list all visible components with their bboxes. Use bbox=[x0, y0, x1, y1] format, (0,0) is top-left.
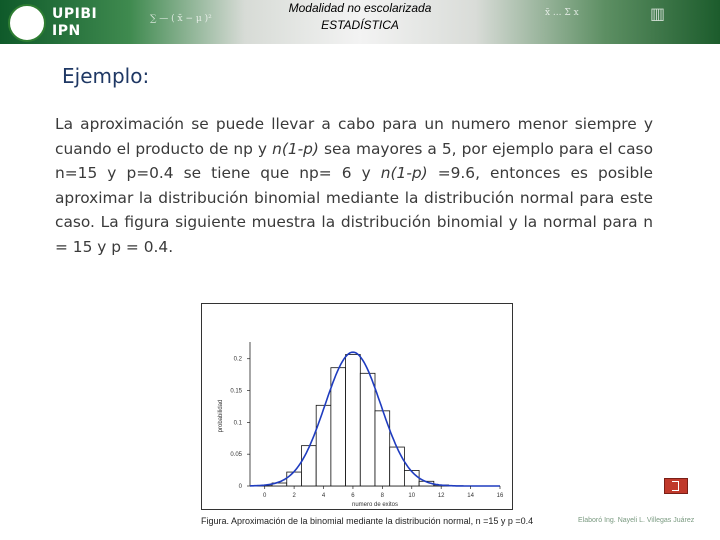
paragraph-formula: n(1-p) bbox=[272, 139, 319, 158]
paragraph-text: sea mayores a 5, por ejemplo para el caso n=15 y p=0.4 se tiene que np= 6 y bbox=[55, 139, 653, 182]
chart-figure bbox=[201, 303, 513, 510]
next-slide-button[interactable] bbox=[664, 478, 688, 494]
y-tick-label: 0.15 bbox=[230, 388, 242, 395]
x-tick-label: 10 bbox=[408, 493, 416, 499]
header-title: Modalidad no escolarizada bbox=[288, 1, 432, 15]
x-tick-label: 6 bbox=[351, 493, 355, 499]
bar bbox=[360, 373, 375, 486]
binomial-normal-chart bbox=[202, 304, 512, 509]
x-tick-label: 14 bbox=[467, 493, 474, 499]
bar bbox=[331, 368, 346, 486]
logo-line1: UPIBI bbox=[52, 6, 98, 22]
x-tick-label: 4 bbox=[321, 493, 326, 499]
slide-paragraph bbox=[55, 112, 653, 259]
header-subtitle: ESTADÍSTICA bbox=[321, 18, 399, 32]
bar bbox=[287, 472, 302, 486]
paragraph-text: La aproximación se puede llevar a cabo para un numero menor siempre y cuando el producto de np y bbox=[55, 115, 653, 158]
x-tick-label: 0 bbox=[263, 493, 267, 499]
formula-decoration-icon: x̄ ... Σ x bbox=[545, 8, 579, 18]
x-tick-label: 8 bbox=[380, 493, 385, 499]
y-tick-label: 0.2 bbox=[233, 356, 242, 363]
bar bbox=[390, 447, 405, 486]
y-tick-label: 0 bbox=[238, 484, 242, 490]
formula-decoration-icon: ∑ — ( x̄ − μ )² bbox=[150, 14, 212, 24]
x-tick-label: 12 bbox=[437, 493, 445, 499]
x-axis-label: numero de exitos bbox=[351, 502, 399, 508]
y-tick-label: 0.05 bbox=[230, 452, 242, 459]
logo-line2: IPN bbox=[52, 23, 81, 39]
author-credit: Elaboró Ing. Nayeli L. Villegas Juárez bbox=[578, 517, 695, 524]
header-banner bbox=[0, 0, 720, 44]
chart-caption: Figura. Aproximación de la binomial mediante la distribución normal, n =15 y p =0.4 bbox=[201, 516, 534, 526]
bar bbox=[404, 470, 419, 486]
y-axis-label: probabilidad bbox=[218, 399, 224, 433]
x-tick-label: 16 bbox=[496, 493, 504, 499]
paragraph-formula: n(1-p) bbox=[380, 164, 428, 182]
bar bbox=[346, 355, 361, 486]
y-tick-label: 0.1 bbox=[233, 420, 242, 427]
bars-decoration-icon: ▥ bbox=[650, 4, 666, 23]
paragraph-text: =9.6, entonces es posible aproximar la distribución binomial mediante la distribución normal para este caso. La figura siguiente muestra la distribución binomial y la normal para n = 15 y p = 0.4. bbox=[55, 164, 653, 256]
slide-heading: Ejemplo: bbox=[62, 64, 150, 88]
x-tick-label: 2 bbox=[292, 493, 296, 499]
bar bbox=[316, 405, 331, 486]
bar bbox=[301, 446, 316, 486]
